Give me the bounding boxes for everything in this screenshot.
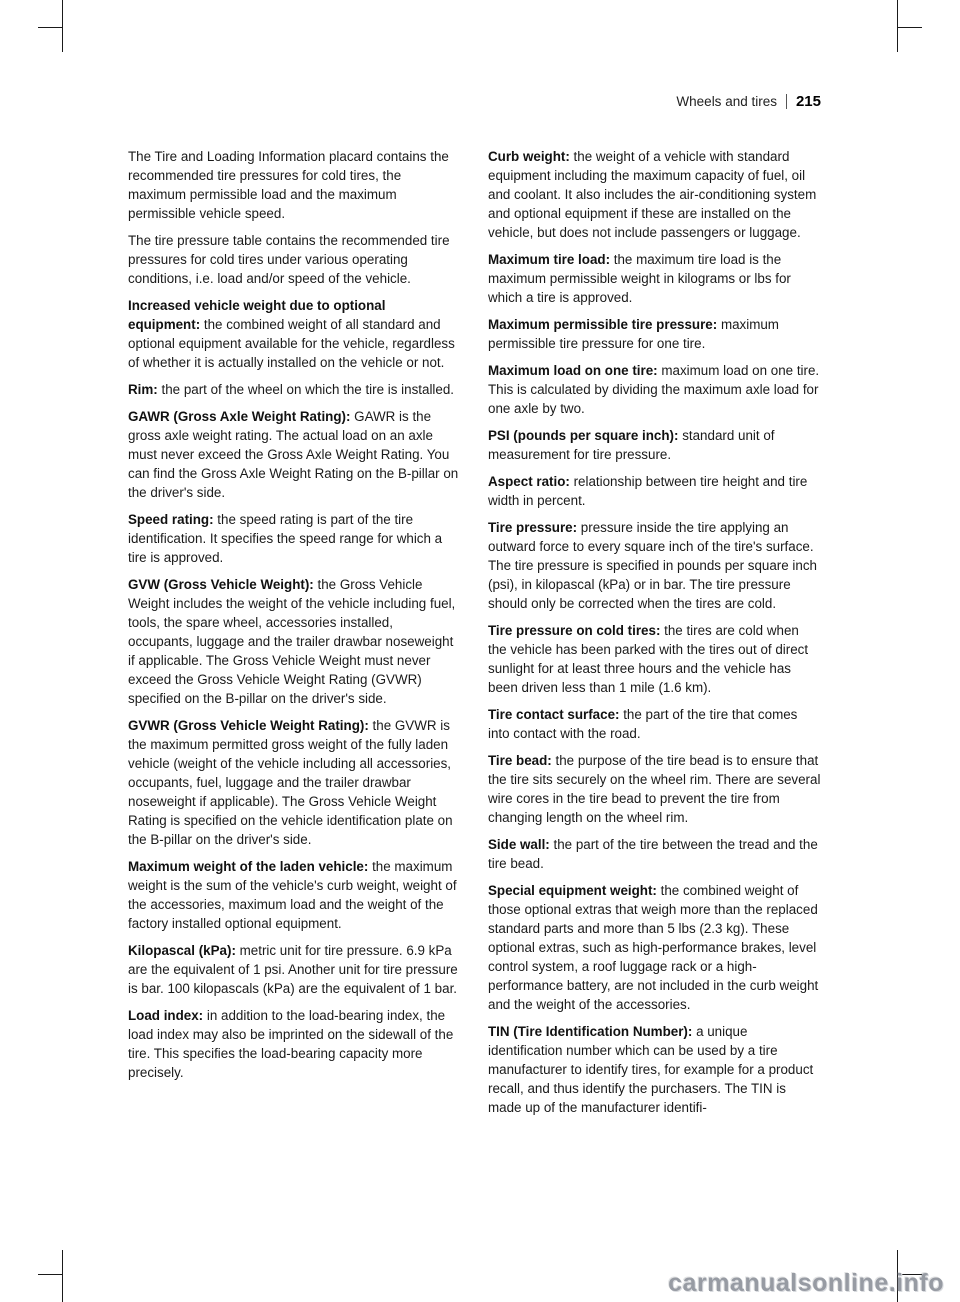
definition-term: Tire bead: bbox=[488, 753, 556, 768]
definition-paragraph: Increased vehicle weight due to optional equipment: the combined weight of all standard and optional equipment available for the vehicle, regardless of whether it is actually installed on the vehicle or not. bbox=[128, 298, 455, 370]
definition-paragraph: Speed rating: the speed rating is part of the tire identification. It specifies the speed range for which a tire is approved. bbox=[128, 512, 443, 565]
definition-term: Side wall: bbox=[488, 837, 554, 852]
crop-mark-top-right-horizontal bbox=[898, 27, 922, 28]
definition-term: TIN (Tire Identification Number): bbox=[488, 1024, 697, 1039]
definition-paragraph: Maximum tire load: the maximum tire load is the maximum permissible weight in kilograms or lbs for which a tire is approved. bbox=[488, 252, 791, 305]
definition-paragraph: GAWR (Gross Axle Weight Rating): GAWR is the gross axle weight rating. The actual load on an axle must never exceed the Gross Axle Weight Rating. You can find the Gross Axle Weight Rating on the B-pillar on the driver's side. bbox=[128, 409, 459, 500]
definition-term: GVW (Gross Vehicle Weight): bbox=[128, 577, 318, 592]
definition-term: Tire pressure: bbox=[488, 520, 581, 535]
definition-term: GVWR (Gross Vehicle Weight Rating): bbox=[128, 718, 373, 733]
definition-term: Increased vehicle weight due to optional equipment: bbox=[128, 298, 386, 332]
crop-mark-bottom-left-vertical bbox=[62, 1250, 63, 1302]
definition-paragraph: GVW (Gross Vehicle Weight): the Gross Vehicle Weight includes the weight of the vehicle including fuel, tools, the spare wheel, accessories installed, occupants, luggage and the trailer drawbar noseweight if applicable. The Gross Vehicle Weight must never exceed the Gross Vehicle Weight Rating (GVWR) specified on the B-pillar on the driver's side. bbox=[128, 577, 456, 706]
definition-term: Rim: bbox=[128, 382, 162, 397]
definition-term: Maximum tire load: bbox=[488, 252, 614, 267]
definition-paragraph: Tire pressure on cold tires: the tires are cold when the vehicle has been parked with the tires out of direct sunlight for at least three hours and the vehicle has been driven less than 1 mile (1.6 km). bbox=[488, 623, 809, 695]
definition-term: Aspect ratio: bbox=[488, 474, 574, 489]
page-number: 215 bbox=[795, 93, 821, 110]
definition-paragraph: Tire bead: the purpose of the tire bead is to ensure that the tire sits securely on the wheel rim. There are several wire cores in the tire bead to prevent the tire from changing length on the wheel rim. bbox=[488, 753, 821, 825]
definition-paragraph: Maximum weight of the laden vehicle: the maximum weight is the sum of the vehicle's curb weight, weight of the accessories, maximum load and the weight of the factory installed optional equipment. bbox=[128, 859, 457, 931]
right-column bbox=[488, 147, 821, 1125]
definition-paragraph: Curb weight: the weight of a vehicle with standard equipment including the maximum capacity of fuel, oil and coolant. It also includes the air-conditioning system and optional equipment if these are installed on the vehicle, but does not include passengers or luggage. bbox=[488, 149, 817, 240]
definition-paragraph: Load index: in addition to the load-bearing index, the load index may also be imprinted on the sidewall of the tire. This specifies the load-bearing capacity more precisely. bbox=[128, 1008, 454, 1080]
definition-term: Maximum weight of the laden vehicle: bbox=[128, 859, 373, 874]
definition-paragraph: Kilopascal (kPa): metric unit for tire pressure. 6.9 kPa are the equivalent of 1 psi. Another unit for tire pressure is bar. 100 kilopascals (kPa) are the equivalent of 1 bar. bbox=[128, 943, 458, 996]
definition-paragraph: Rim: the part of the wheel on which the tire is installed. bbox=[128, 382, 455, 397]
definition-paragraph: Aspect ratio: relationship between tire height and tire width in percent. bbox=[488, 474, 808, 508]
definition-paragraph: Special equipment weight: the combined weight of those optional extras that weigh more than the replaced standard parts and more than 5 lbs (2.3 kg). These optional extras, such as high-performance brakes, level control system, a roof luggage rack or a high-performance battery, are not included in the curb weight and the weight of the accessories. bbox=[488, 883, 819, 1012]
header-divider bbox=[786, 94, 787, 109]
crop-mark-top-left-horizontal bbox=[38, 27, 62, 28]
definition-paragraph: Side wall: the part of the tire between the tread and the tire bead. bbox=[488, 837, 818, 871]
definition-term: PSI (pounds per square inch): bbox=[488, 428, 683, 443]
definition-term: Kilopascal (kPa): bbox=[128, 943, 240, 958]
definition-paragraph: Maximum load on one tire: maximum load on one tire. This is calculated by dividing the maximum axle load for one axle by two. bbox=[488, 363, 820, 416]
definition-paragraph: Tire pressure: pressure inside the tire applying an outward force to every square inch of the tire's surface. The tire pressure is specified in pounds per square inch (psi), in kilopascal (kPa) or in bar. The tire pressure should only be corrected when the tires are cold. bbox=[488, 520, 817, 611]
definition-paragraph: TIN (Tire Identification Number): a unique identification number which can be used by a tire manufacturer to identify tires, for example for a product recall, and thus identify the purchasers. The TIN is made up of the manufacturer identifi- bbox=[488, 1024, 814, 1115]
left-column bbox=[128, 147, 461, 1125]
definition-term: Special equipment weight: bbox=[488, 883, 661, 898]
definition-term: Tire contact surface: bbox=[488, 707, 624, 722]
definition-term: Curb weight: bbox=[488, 149, 574, 164]
definition-term: Tire pressure on cold tires: bbox=[488, 623, 665, 638]
definition-paragraph: PSI (pounds per square inch): standard unit of measurement for tire pressure. bbox=[488, 428, 775, 462]
watermark-text: carmanualsonline.info bbox=[668, 1269, 944, 1297]
crop-mark-bottom-left-horizontal bbox=[38, 1274, 62, 1275]
definition-paragraph: GVWR (Gross Vehicle Weight Rating): the GVWR is the maximum permitted gross weight of the fully laden vehicle (weight of the vehicle including all accessories, occupants, fuel, luggage and the trailer drawbar noseweight if applicable). The Gross Vehicle Weight Rating is specified on the vehicle identification plate on the B-pillar on the driver's side. bbox=[128, 718, 453, 847]
definition-paragraph: Tire contact surface: the part of the tire that comes into contact with the road. bbox=[488, 707, 798, 741]
crop-mark-top-left-vertical bbox=[62, 0, 63, 52]
definition-term: Speed rating: bbox=[128, 512, 218, 527]
definition-term: Maximum load on one tire: bbox=[488, 363, 662, 378]
definition-paragraph: Maximum permissible tire pressure: maximum permissible tire pressure for one tire. bbox=[488, 317, 779, 351]
definition-term: Maximum permissible tire pressure: bbox=[488, 317, 721, 332]
crop-mark-top-right-vertical bbox=[897, 0, 898, 52]
section-title: Wheels and tires bbox=[676, 94, 777, 109]
definition-term: Load index: bbox=[128, 1008, 207, 1023]
definition-paragraph: The Tire and Loading Information placard contains the recommended tire pressures for cold tires, the maximum permissible load and the maximum permissible vehicle speed. bbox=[128, 149, 449, 221]
definition-paragraph: The tire pressure table contains the recommended tire pressures for cold tires under various operating conditions, i.e. load and/or speed of the vehicle. bbox=[128, 233, 450, 286]
document-body bbox=[128, 147, 821, 1125]
definition-term: GAWR (Gross Axle Weight Rating): bbox=[128, 409, 355, 424]
page-header bbox=[128, 93, 821, 110]
